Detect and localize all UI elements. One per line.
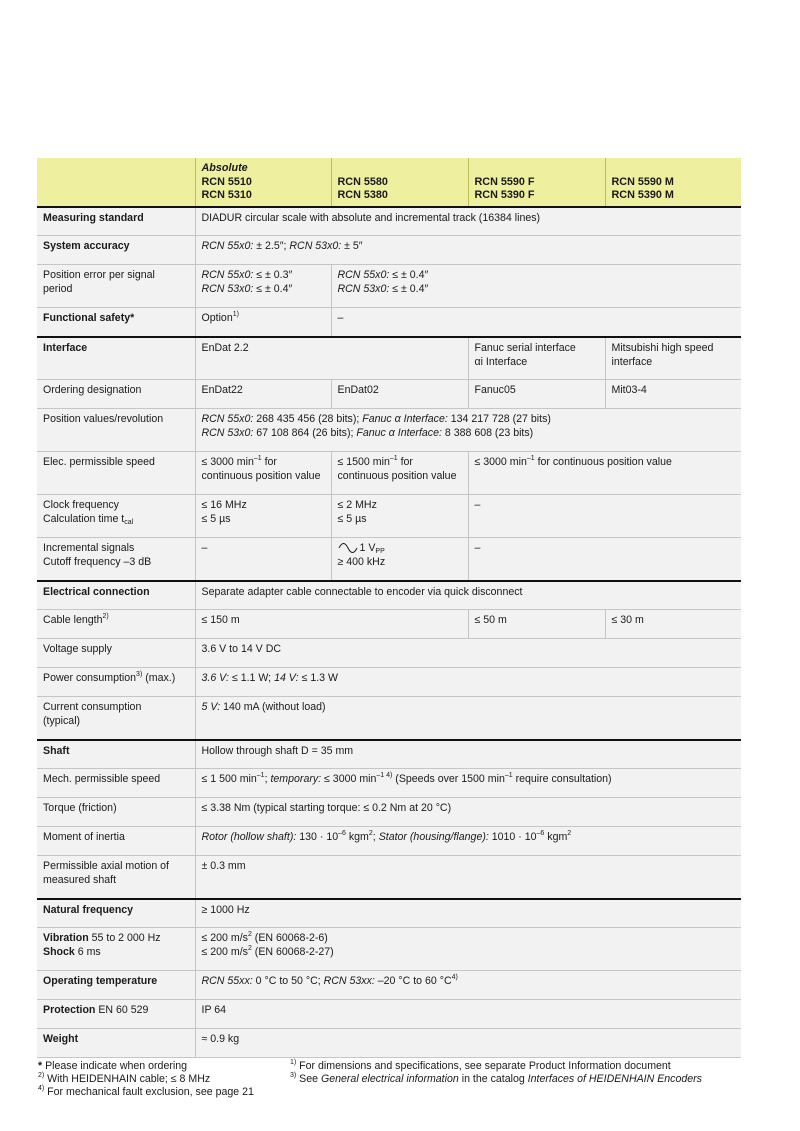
row-label: Cable length$^{2)}$ — [37, 610, 195, 639]
header-col-3 — [468, 158, 605, 207]
footnote: $^{2)}$ With HEIDENHAIN cable; ≤ 8 MHz — [38, 1072, 211, 1085]
row-current-consumption — [37, 697, 741, 740]
row-value: RCN 55xx: 0 °C to 50 °C; RCN 53xx: –20 °C to 60 $^\circ C^{4)}$ — [195, 971, 741, 1000]
header-row — [37, 158, 741, 207]
footnotes-right — [290, 1060, 702, 1086]
row-value: IP 64 — [195, 1000, 741, 1029]
row-label: System accuracy — [37, 236, 195, 265]
row-value: ≤ 200 $m/s^2$ (EN 60068-2-6) ≤ 200 $m/s^2$ (EN 60068-2-27) — [195, 928, 741, 971]
row-label: Natural frequency — [37, 899, 195, 928]
row-value: DIADUR circular scale with absolute and incremental track (16384 lines) — [195, 207, 741, 236]
footnote: $^{4)}$ For mechanical fault exclusion, see page 21 — [38, 1085, 254, 1098]
row-label: Weight — [37, 1029, 195, 1058]
row-measuring-standard — [37, 207, 741, 236]
row-shaft — [37, 740, 741, 769]
row-value: RCN 55x0: 268 435 456 (28 bits); Fanuc α Interface: 134 217 728 (27 bits) RCN 53x0: 67 108 864 (26 bits); Fanuc α Interface: 8 388 608 (23 bits) — [195, 409, 741, 452]
row-value: Fanuc serial interface αi Interface — [468, 337, 605, 380]
row-value: ≤ 150 m — [195, 610, 468, 639]
row-functional-safety — [37, 308, 741, 337]
row-label: Torque (friction) — [37, 798, 195, 827]
row-value: ± 0.3 mm — [195, 856, 741, 899]
row-label: Incremental signals Cutoff frequency –3 dB — [37, 538, 195, 581]
model-name: RCN 5310 — [201, 189, 252, 201]
row-torque — [37, 798, 741, 827]
row-value: ≈ 0.9 kg — [195, 1029, 741, 1058]
row-position-error — [37, 265, 741, 308]
model-name: RCN 5380 — [337, 189, 388, 201]
row-moment-of-inertia — [37, 827, 741, 856]
model-name: RCN 5590 M — [611, 175, 674, 188]
row-value: ≤ 16 MHz ≤ 5 µs — [195, 495, 331, 538]
row-value: EnDat22 — [195, 380, 331, 409]
row-interface — [37, 337, 741, 380]
row-label: Permissible axial motion of measured shaft — [37, 856, 195, 899]
row-value: 1 $V_{PP}$ ≥ 400 kHz — [331, 538, 468, 581]
row-value: – — [331, 308, 741, 337]
row-label: Power consumption$^{3)}$ (max.) — [37, 668, 195, 697]
row-label: Electrical connection — [37, 581, 195, 610]
row-value: Fanuc05 — [468, 380, 605, 409]
row-voltage-supply — [37, 639, 741, 668]
row-label: Measuring standard — [37, 207, 195, 236]
row-operating-temperature — [37, 971, 741, 1000]
footnote: $^{1)}$ For dimensions and specifications, see separate Product Information document — [290, 1059, 671, 1072]
spec-table — [37, 158, 741, 1058]
row-value: – — [195, 538, 331, 581]
row-label: Ordering designation — [37, 380, 195, 409]
row-value: Hollow through shaft D = 35 mm — [195, 740, 741, 769]
row-value: ≥ 1000 Hz — [195, 899, 741, 928]
model-name: RCN 5590 F — [474, 175, 535, 188]
row-clock-frequency — [37, 495, 741, 538]
row-cable-length — [37, 610, 741, 639]
model-name: RCN 5510 — [201, 175, 252, 188]
absolute-label: Absolute — [201, 162, 248, 174]
row-value: ≤ 2 MHz ≤ 5 µs — [331, 495, 468, 538]
row-ordering-designation — [37, 380, 741, 409]
row-label: Moment of inertia — [37, 827, 195, 856]
row-label: Vibration 55 to 2 000 Hz Shock 6 ms — [37, 928, 195, 971]
row-electrical-connection — [37, 581, 741, 610]
row-value: Separate adapter cable connectable to encoder via quick disconnect — [195, 581, 741, 610]
row-value: ≤ 30 m — [605, 610, 741, 639]
model-name: RCN 5580 — [337, 175, 388, 188]
header-col-4 — [605, 158, 741, 207]
row-label: Elec. permissible speed — [37, 452, 195, 495]
row-value: 3.6 V to 14 V DC — [195, 639, 741, 668]
row-label: Operating temperature — [37, 971, 195, 1000]
row-value: ≤ 1 500 $\min^{-1}$; temporary: ≤ 3000 $\min^{-1 4)}$ (Speeds over 1500 $\min^{-1}$ require consultation) — [195, 769, 741, 798]
row-value: ≤ 3000 $\min^{-1}$ for continuous position value — [195, 452, 331, 495]
row-label: Current consumption (typical) — [37, 697, 195, 740]
row-value: Rotor (hollow shaft): $130 \cdot 10^{-6}$ kgm$^2$; Stator (housing/flange): $1010 \cdot 10^{-6}$ kgm$^2$ — [195, 827, 741, 856]
row-elec-speed — [37, 452, 741, 495]
row-vibration-shock — [37, 928, 741, 971]
row-value: ≤ 1500 $\min^{-1}$ for continuous position value — [331, 452, 468, 495]
header-blank — [37, 158, 195, 207]
row-value: Option$^{1)}$ — [195, 308, 331, 337]
row-mech-speed — [37, 769, 741, 798]
row-label: Position values/revolution — [37, 409, 195, 452]
model-name: RCN 5390 F — [474, 189, 535, 201]
row-protection — [37, 1000, 741, 1029]
footnote: * Please indicate when ordering — [38, 1060, 187, 1072]
row-value: – — [468, 538, 741, 581]
row-value: ≤ 50 m — [468, 610, 605, 639]
row-value: 3.6 V: ≤ 1.1 W; 14 V: ≤ 1.3 W — [195, 668, 741, 697]
footnote: $^{3)}$ See General electrical information in the catalog Interfaces of HEIDENHAIN Encoders — [290, 1072, 702, 1085]
row-value: Mitsubishi high speed interface — [605, 337, 741, 380]
footnotes-left — [38, 1060, 254, 1099]
row-value: RCN 55x0: ± 2.5″; RCN 53x0: ± 5″ — [195, 236, 741, 265]
row-value: Mit03-4 — [605, 380, 741, 409]
row-axial-motion — [37, 856, 741, 899]
row-value: EnDat02 — [331, 380, 468, 409]
row-value: RCN 55x0: ≤ ± 0.3″ RCN 53x0: ≤ ± 0.4″ — [195, 265, 331, 308]
row-label: Clock frequency Calculation time $t_{cal}$ — [37, 495, 195, 538]
header-col-1 — [195, 158, 331, 207]
row-label: Interface — [37, 337, 195, 380]
row-value: ≤ 3000 $\min^{-1}$ for continuous position value — [468, 452, 741, 495]
row-value: 5 V: 140 mA (without load) — [195, 697, 741, 740]
row-power-consumption — [37, 668, 741, 697]
row-label: Protection EN 60 529 — [37, 1000, 195, 1029]
row-value: ≤ 3.38 Nm (typical starting torque: ≤ 0.2 Nm at 20 °C) — [195, 798, 741, 827]
row-value: – — [468, 495, 741, 538]
row-value: EnDat 2.2 — [195, 337, 468, 380]
sine-wave-icon — [338, 543, 358, 553]
header-col-2 — [331, 158, 468, 207]
row-label: Voltage supply — [37, 639, 195, 668]
row-value: RCN 55x0: ≤ ± 0.4″ RCN 53x0: ≤ ± 0.4″ — [331, 265, 741, 308]
row-natural-frequency — [37, 899, 741, 928]
row-label: Position error per signal period — [37, 265, 195, 308]
row-weight — [37, 1029, 741, 1058]
row-system-accuracy — [37, 236, 741, 265]
row-label: Functional safety* — [37, 308, 195, 337]
row-label: Mech. permissible speed — [37, 769, 195, 798]
row-incremental-signals — [37, 538, 741, 581]
model-name: RCN 5390 M — [611, 189, 674, 201]
row-label: Shaft — [37, 740, 195, 769]
row-position-values — [37, 409, 741, 452]
